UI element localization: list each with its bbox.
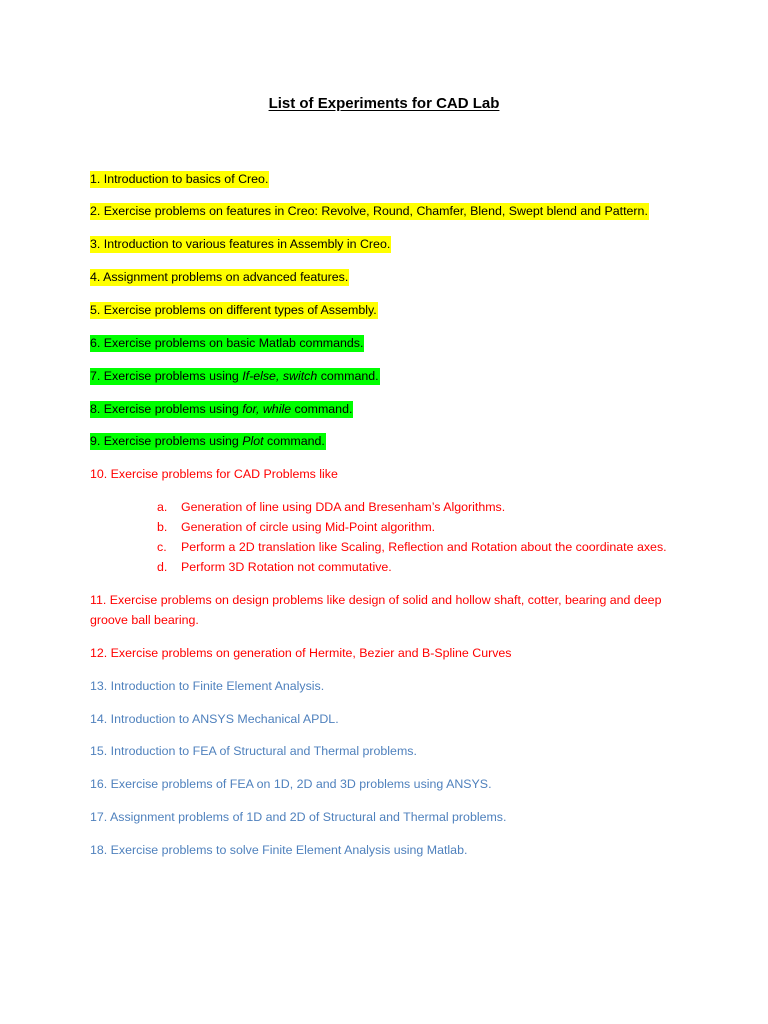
list-item <box>90 236 391 253</box>
sub-item-text: Perform 3D Rotation not commutative. <box>181 560 392 574</box>
sub-item-letter: b. <box>157 520 168 534</box>
item-text: 1. Introduction to basics of Creo. <box>90 172 269 186</box>
list-item <box>90 203 649 220</box>
list-item: 16. Exercise problems of FEA on 1D, 2D and 3D problems using ANSYS. <box>90 777 492 791</box>
list-item <box>90 171 269 188</box>
item-text-emphasis: for, while <box>242 402 292 416</box>
list-item <box>90 401 353 418</box>
item-text: 3. Introduction to various features in Assembly in Creo. <box>90 237 391 251</box>
list-item <box>90 269 349 286</box>
item-text: 6. Exercise problems on basic Matlab commands. <box>90 336 364 350</box>
item-text-prefix: 8. Exercise problems using <box>90 402 243 416</box>
item-text: 2. Exercise problems on features in Creo: Revolve, Round, Chamfer, Blend, Swept blend and Pattern. <box>90 204 648 218</box>
item-text <box>90 368 380 385</box>
sub-item-text: Perform a 2D translation like Scaling, Reflection and Rotation about the coordinate axes. <box>181 540 667 554</box>
list-item: 17. Assignment problems of 1D and 2D of Structural and Thermal problems. <box>90 810 507 824</box>
list-item: 18. Exercise problems to solve Finite Element Analysis using Matlab. <box>90 843 468 857</box>
item-text-emphasis: If-else, switch <box>242 369 318 383</box>
list-item: 15. Introduction to FEA of Structural and Thermal problems. <box>90 744 417 758</box>
list-item: 14. Introduction to ANSYS Mechanical APDL. <box>90 712 339 726</box>
sub-item-text: Generation of line using DDA and Bresenham’s Algorithms. <box>181 500 506 514</box>
item-text-suffix: command. <box>317 369 379 383</box>
page-title: List of Experiments for CAD Lab <box>268 95 500 112</box>
item-text-suffix: command. <box>263 434 325 448</box>
sub-list-item <box>157 559 392 576</box>
sub-item-text: Generation of circle using Mid-Point algorithm. <box>181 520 436 534</box>
item-text <box>90 433 326 450</box>
list-item: 13. Introduction to Finite Element Analysis. <box>90 679 325 693</box>
item-text-emphasis: Plot <box>242 434 264 448</box>
sub-item-letter: a. <box>157 500 168 514</box>
sub-item-letter: c. <box>157 540 167 554</box>
list-item: 11. Exercise problems on design problems like design of solid and hollow shaft, cotter, bearing and deep groove ball bearing. <box>90 593 662 627</box>
item-text-prefix: 7. Exercise problems using <box>90 369 243 383</box>
list-item <box>90 302 378 319</box>
sub-item-letter: d. <box>157 560 168 574</box>
sub-list-item <box>157 499 505 516</box>
item-text: 5. Exercise problems on different types of Assembly. <box>90 303 377 317</box>
sub-list-item <box>157 539 667 556</box>
item-text-suffix: command. <box>291 402 353 416</box>
sub-list-item <box>157 519 435 536</box>
list-item <box>90 433 326 450</box>
item-text: 4. Assignment problems on advanced features. <box>90 270 349 284</box>
list-item <box>90 368 380 385</box>
item-text-prefix: 9. Exercise problems using <box>90 434 243 448</box>
item-text <box>90 401 353 418</box>
list-item <box>90 335 364 352</box>
list-item: 10. Exercise problems for CAD Problems like <box>90 467 338 481</box>
list-item: 12. Exercise problems on generation of Hermite, Bezier and B-Spline Curves <box>90 646 512 660</box>
